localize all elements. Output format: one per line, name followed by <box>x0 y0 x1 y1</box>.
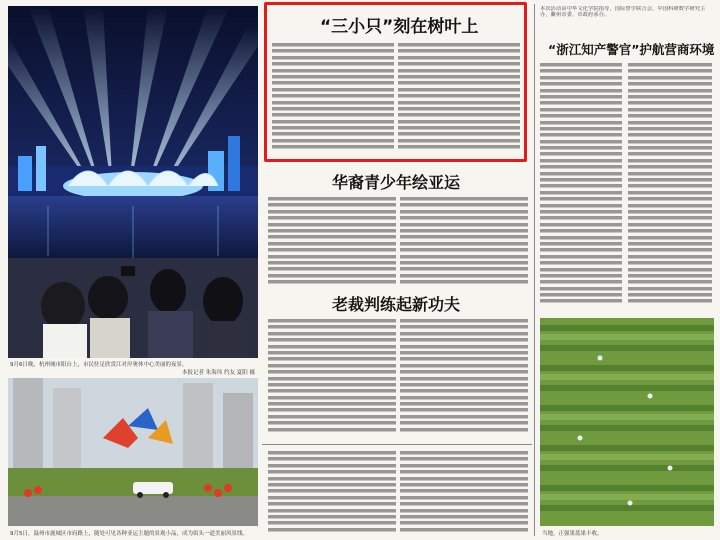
column-divider <box>262 444 532 445</box>
photo-top-caption: 9月6日晚，杭州城市阳台上，市民驻足欣赏江对岸奥体中心美丽的夜景。 <box>10 362 188 368</box>
article-1-body-right <box>398 42 520 154</box>
right-column-divider <box>534 4 535 536</box>
night-skyline-photo <box>8 6 258 358</box>
photo-top-credit: 本报记者 朱海伟 约友 夏阳 摄 <box>182 370 255 376</box>
headline-youth-paint-asian-games: 华裔青少年绘亚运 <box>332 173 461 192</box>
article-2-body-left <box>268 196 396 286</box>
field-harvest-photo <box>540 318 714 526</box>
headline-ip-police: “浙江知产警官”护航营商环境 <box>548 42 715 57</box>
article-3-body-right <box>400 318 528 436</box>
article-2-body-right <box>400 196 528 286</box>
right-photo-caption: 当地，正强果蓝果丰收。 <box>542 531 603 537</box>
headline-three-mascots-leaf: “三小只”刻在树叶上 <box>320 17 479 37</box>
article-5-body-right <box>400 450 528 534</box>
article-5-body-left <box>268 450 396 534</box>
right-top-fragment: 本次活动由中华文化学院指导，国际警学联合会，中国科研数学研究主办，衢州市委、市政府承办。 <box>540 6 706 19</box>
street-sculpture-photo <box>8 378 258 526</box>
photo-bottom-caption: 9月5日，温州市鹿城区市府路上，随处可见各种亚运主题的景观小品，成为街头一道美丽风景线。 <box>10 531 249 537</box>
article-1-body-left <box>272 42 394 154</box>
article-4-body-left <box>540 62 622 312</box>
headline-veteran-referee: 老裁判练起新功夫 <box>332 295 461 314</box>
article-3-body-left <box>268 318 396 436</box>
article-4-body-right <box>628 62 712 312</box>
